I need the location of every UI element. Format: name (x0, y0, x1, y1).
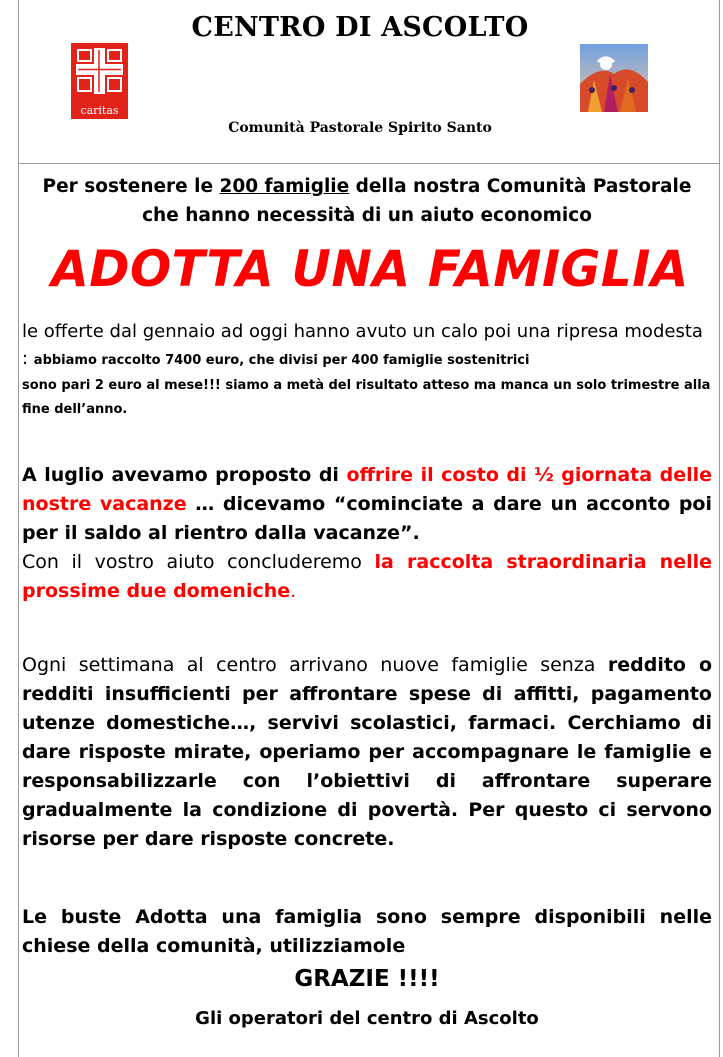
intro-line1-post: della nostra Comunità Pastorale (349, 176, 692, 197)
intro-underlined: 200 famiglie (219, 176, 350, 197)
weekly-text-2: reddito o redditi insufficienti per affrontare spese di affitti, pagamento utenze domestiche…, servivi scolastici, farmaci. Cerchiamo di dare risposte mirate, operiamo per accompagnare le famiglie e responsabilizzarle con l’obiettivi di affrontare superare gradualmente la condizione di povertà. Per questo ci servono risorse per dare risposte concrete. (22, 654, 713, 850)
signature: Gli operatori del centro di Ascolto (195, 1008, 539, 1029)
page-subtitle: Comunità Pastorale Spirito Santo (228, 120, 492, 136)
july-dot: . (290, 580, 297, 602)
header-divider (18, 163, 720, 164)
caritas-cross-icon (74, 46, 125, 96)
caritas-logo (71, 43, 128, 119)
intro-line2: che hanno necessità di un aiuto economico (142, 205, 592, 226)
july-text-1: A luglio avevamo proposto di (22, 464, 347, 486)
july-highlight-2: la raccolta straordinaria nelle prossime due domeniche (22, 551, 712, 602)
paragraph-donations (22, 318, 712, 422)
thanks-heading: GRAZIE !!!! (294, 966, 440, 992)
page-title: CENTRO DI ASCOLTO (191, 12, 529, 43)
paragraph-donations-small2: sono pari 2 euro al mese!!! siamo a metà del risultato atteso ma manca un solo trimestre alla fine dell’anno. (22, 378, 711, 417)
paragraph-donations-large: le offerte dal gennaio ad oggi hanno avuto un calo poi una ripresa modesta : (22, 321, 703, 369)
july-highlight-1: offrire il costo di ½ giornata delle nostre vacanze (22, 464, 712, 515)
paragraph-weekly (22, 651, 712, 854)
paragraph-donations-small1: abbiamo raccolto 7400 euro, che divisi per 400 famiglie sostenitrici (33, 353, 530, 368)
holy-spirit-image (580, 44, 648, 112)
headline: ADOTTA UNA FAMIGLIA (51, 240, 689, 298)
paragraph-july (22, 461, 712, 606)
intro-text (22, 172, 712, 230)
caritas-logo-text: caritas (80, 104, 119, 117)
july-text-2: … dicevamo “cominciate a dare un acconto poi per il saldo al rientro dalla vacanze”. (22, 493, 712, 544)
july-text-3: Con il vostro aiuto concluderemo (22, 551, 375, 573)
paragraph-envelopes: Le buste Adotta una famiglia sono sempre disponibili nelle chiese della comunità, utilizziamole (22, 906, 712, 957)
intro-line1-pre: Per sostenere le (42, 176, 220, 197)
weekly-text-1: Ogni settimana al centro arrivano nuove famiglie senza (22, 654, 608, 676)
